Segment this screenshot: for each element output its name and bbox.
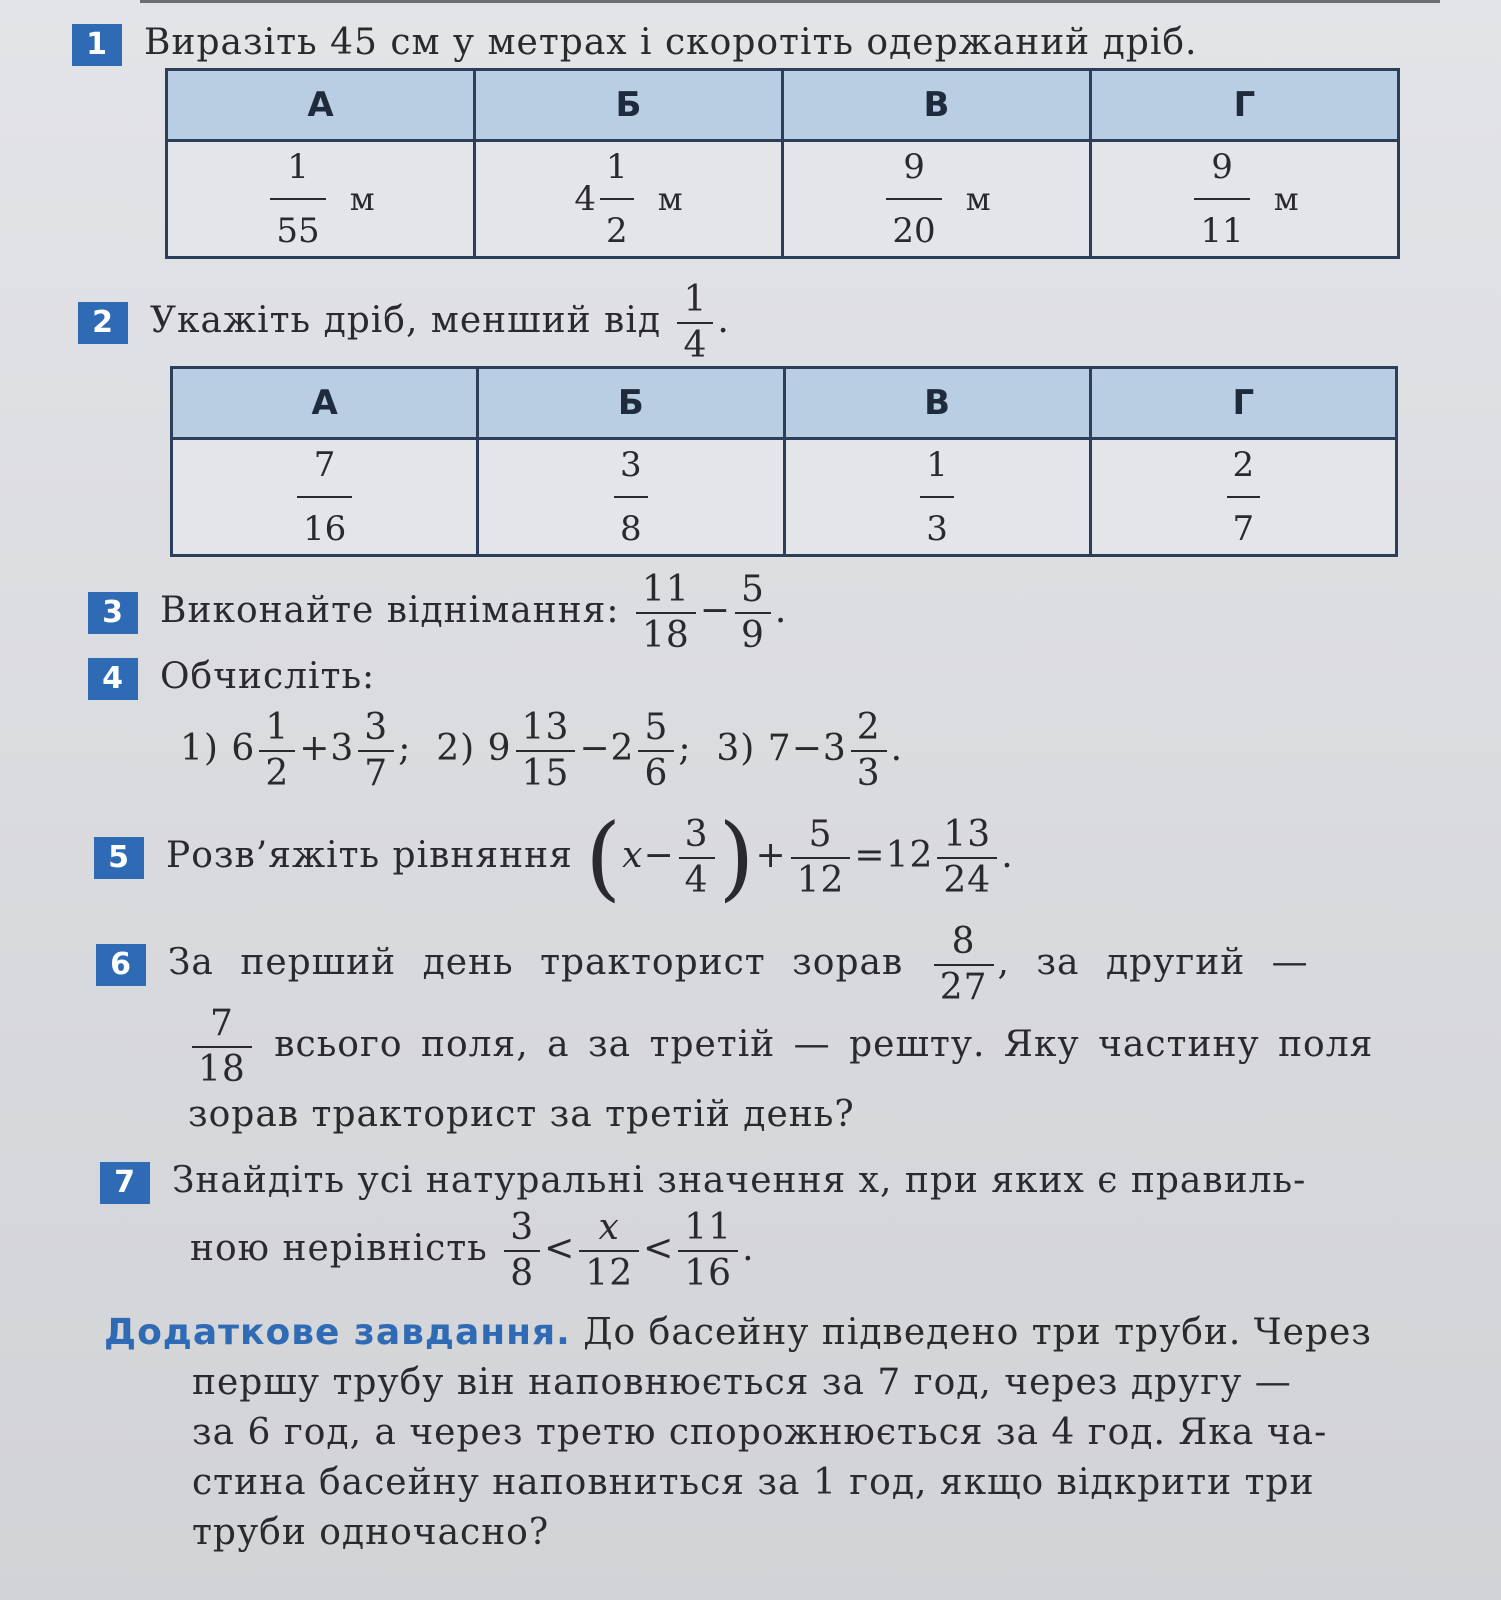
operator: − bbox=[643, 835, 675, 876]
fraction bbox=[886, 147, 941, 251]
numerator: 13 bbox=[521, 707, 570, 748]
item-label: 1) bbox=[180, 728, 219, 769]
denominator: 27 bbox=[934, 964, 994, 1006]
denominator: 8 bbox=[614, 496, 648, 546]
task-text: Розв’яжіть рівняння bbox=[166, 835, 573, 876]
variable: x bbox=[622, 835, 644, 876]
less-than: < bbox=[643, 1228, 675, 1269]
task-text: Виконайте віднімання: bbox=[160, 590, 620, 631]
fraction bbox=[1194, 147, 1249, 251]
task-text: Виразіть 45 см у метрах і скоротіть одержаний дріб. bbox=[144, 22, 1198, 63]
option-header: А bbox=[167, 70, 475, 141]
operator: + bbox=[755, 835, 787, 876]
task-number: 7 bbox=[100, 1162, 150, 1204]
whole-part: 3 bbox=[822, 728, 847, 769]
option-cell-a[interactable] bbox=[172, 439, 478, 556]
fraction bbox=[516, 707, 576, 794]
numerator: 1 bbox=[287, 147, 309, 187]
option-header: Г bbox=[1090, 368, 1396, 439]
numerator: 1 bbox=[265, 707, 290, 748]
punctuation: ; bbox=[678, 728, 692, 769]
fraction bbox=[937, 814, 997, 901]
denominator: 9 bbox=[735, 612, 771, 654]
option-header: В bbox=[783, 70, 1091, 141]
operator: − bbox=[579, 728, 611, 769]
fraction bbox=[934, 921, 994, 1008]
fraction bbox=[614, 445, 648, 549]
numerator: 9 bbox=[903, 147, 925, 187]
fraction bbox=[259, 707, 295, 794]
fraction bbox=[1227, 445, 1261, 549]
whole-part: 3 bbox=[330, 728, 355, 769]
option-header: А bbox=[172, 368, 478, 439]
denominator: 18 bbox=[192, 1046, 252, 1088]
numerator: 3 bbox=[684, 814, 709, 855]
fraction bbox=[679, 814, 715, 901]
denominator: 15 bbox=[516, 750, 576, 792]
fraction bbox=[638, 707, 674, 794]
denominator: 11 bbox=[1194, 198, 1249, 248]
option-cell-d[interactable] bbox=[1091, 141, 1399, 258]
unit: м bbox=[657, 180, 683, 218]
whole-part: 12 bbox=[885, 835, 934, 876]
task-7-line-2 bbox=[190, 1207, 755, 1294]
denominator: 2 bbox=[259, 750, 295, 792]
denominator: 6 bbox=[638, 750, 674, 792]
whole-part: 9 bbox=[487, 728, 512, 769]
extra-line-5 bbox=[192, 1512, 549, 1553]
operator: + bbox=[299, 728, 331, 769]
task-text: за 6 год, а через третю спорожнюється за 4 год. Яка ча- bbox=[192, 1412, 1328, 1453]
task-5 bbox=[94, 804, 1014, 911]
denominator: 3 bbox=[920, 496, 954, 546]
denominator: 4 bbox=[677, 322, 713, 364]
task-text: За перший день тракторист зорав bbox=[168, 942, 904, 983]
numerator: 13 bbox=[943, 814, 992, 855]
task-4 bbox=[88, 656, 375, 700]
task-3 bbox=[88, 569, 788, 656]
fraction bbox=[636, 569, 696, 656]
task-4-expressions bbox=[180, 707, 904, 794]
fraction bbox=[677, 279, 713, 366]
option-cell-a[interactable] bbox=[167, 141, 475, 258]
option-cell-c[interactable] bbox=[783, 141, 1091, 258]
fraction bbox=[920, 445, 954, 549]
numerator: 1 bbox=[606, 147, 628, 187]
equals: = bbox=[854, 835, 886, 876]
punctuation: ; bbox=[398, 728, 412, 769]
numerator: 7 bbox=[209, 1003, 234, 1044]
fraction bbox=[192, 1003, 252, 1090]
task-number: 1 bbox=[72, 24, 122, 66]
task-7 bbox=[100, 1160, 1306, 1204]
task-text: ною нерівність bbox=[190, 1228, 488, 1269]
fraction bbox=[579, 1207, 639, 1294]
option-cell-b[interactable] bbox=[475, 141, 783, 258]
task-6-line-2 bbox=[188, 1003, 1374, 1090]
extra-task bbox=[104, 1312, 1372, 1353]
answer-table-1 bbox=[165, 68, 1400, 259]
denominator: 7 bbox=[358, 750, 394, 792]
extra-line-3 bbox=[192, 1412, 1327, 1453]
fraction bbox=[851, 707, 887, 794]
task-text: зорав тракторист за третій день? bbox=[188, 1094, 855, 1135]
numerator: x bbox=[598, 1207, 620, 1248]
punctuation: . bbox=[742, 1228, 755, 1269]
option-cell-d[interactable] bbox=[1090, 439, 1396, 556]
task-text: всього поля, а за третій — решту. Яку частину поля bbox=[274, 1024, 1374, 1065]
numerator: 2 bbox=[1232, 445, 1255, 485]
fraction bbox=[735, 569, 771, 656]
numerator: 1 bbox=[683, 279, 708, 320]
denominator: 20 bbox=[886, 198, 941, 248]
numerator: 5 bbox=[740, 569, 765, 610]
task-text: стина басейну наповниться за 1 год, якщо відкрити три bbox=[192, 1462, 1315, 1503]
numerator: 11 bbox=[684, 1207, 733, 1248]
fraction bbox=[504, 1207, 540, 1294]
denominator: 18 bbox=[636, 612, 696, 654]
whole-part: 2 bbox=[610, 728, 635, 769]
fraction bbox=[791, 814, 851, 901]
less-than: < bbox=[544, 1228, 576, 1269]
option-header: В bbox=[784, 368, 1090, 439]
top-rule bbox=[140, 0, 1440, 3]
task-number: 6 bbox=[96, 944, 146, 986]
option-cell-b[interactable] bbox=[478, 439, 784, 556]
numerator: 3 bbox=[620, 445, 642, 485]
task-text: Обчисліть: bbox=[160, 656, 376, 697]
denominator: 3 bbox=[851, 750, 887, 792]
fraction bbox=[678, 1207, 738, 1294]
punctuation: . bbox=[1001, 835, 1014, 876]
denominator: 16 bbox=[678, 1250, 738, 1292]
numerator: 2 bbox=[856, 707, 881, 748]
task-text: Знайдіть усі натуральні значення x, при яких є правиль- bbox=[172, 1160, 1307, 1201]
whole-part: 6 bbox=[231, 728, 256, 769]
item-label: 3) bbox=[716, 728, 756, 769]
punctuation: . bbox=[890, 728, 904, 769]
task-text: , за другий — bbox=[997, 942, 1309, 983]
task-text: Укажіть дріб, менший від bbox=[150, 300, 662, 341]
whole-part: 4 bbox=[574, 179, 597, 219]
task-number: 3 bbox=[88, 592, 138, 634]
operator: − bbox=[791, 728, 823, 769]
punctuation: . bbox=[717, 300, 730, 341]
denominator: 24 bbox=[937, 857, 997, 899]
close-paren: ) bbox=[718, 804, 756, 911]
numerator: 3 bbox=[510, 1207, 535, 1248]
unit: м bbox=[349, 180, 375, 218]
numerator: 5 bbox=[808, 814, 833, 855]
denominator: 12 bbox=[579, 1250, 639, 1292]
denominator: 4 bbox=[679, 857, 715, 899]
fraction bbox=[600, 147, 634, 251]
denominator: 8 bbox=[504, 1250, 540, 1292]
option-cell-c[interactable] bbox=[784, 439, 1090, 556]
numerator: 11 bbox=[641, 569, 690, 610]
task-6-line-3 bbox=[188, 1094, 855, 1135]
numerator: 8 bbox=[951, 921, 976, 962]
denominator: 16 bbox=[297, 496, 352, 546]
numerator: 5 bbox=[644, 707, 669, 748]
punctuation: . bbox=[774, 590, 788, 631]
open-paren: ( bbox=[585, 804, 623, 911]
numerator: 3 bbox=[364, 707, 389, 748]
fraction bbox=[270, 147, 325, 251]
extra-line-2 bbox=[192, 1362, 1292, 1403]
option-header: Б bbox=[475, 70, 783, 141]
task-number: 5 bbox=[94, 837, 144, 879]
numerator: 7 bbox=[313, 445, 336, 485]
option-header: Г bbox=[1091, 70, 1399, 141]
operator: − bbox=[699, 590, 731, 631]
fraction bbox=[358, 707, 394, 794]
task-text: труби одночасно? bbox=[192, 1512, 550, 1553]
item-label: 2) bbox=[436, 728, 476, 769]
numerator: 1 bbox=[926, 445, 948, 485]
unit: м bbox=[1273, 180, 1299, 218]
denominator: 12 bbox=[791, 857, 851, 899]
task-text: першу трубу він наповнюється за 7 год, через другу — bbox=[192, 1362, 1292, 1403]
whole-part: 7 bbox=[767, 728, 792, 769]
task-2 bbox=[78, 279, 730, 366]
task-number: 4 bbox=[88, 658, 138, 700]
numerator: 9 bbox=[1211, 147, 1233, 187]
extra-line-4 bbox=[192, 1462, 1314, 1503]
denominator: 2 bbox=[600, 198, 634, 248]
denominator: 55 bbox=[270, 198, 325, 248]
task-text: До басейну підведено три труби. Через bbox=[583, 1312, 1372, 1353]
task-number: 2 bbox=[78, 302, 128, 344]
extra-task-label: Додаткове завдання. bbox=[104, 1312, 571, 1353]
fraction bbox=[297, 445, 352, 549]
task-6 bbox=[96, 921, 1309, 1008]
option-header: Б bbox=[478, 368, 784, 439]
unit: м bbox=[965, 180, 991, 218]
denominator: 7 bbox=[1227, 496, 1261, 546]
task-1 bbox=[72, 22, 1197, 66]
answer-table-2 bbox=[170, 366, 1398, 557]
